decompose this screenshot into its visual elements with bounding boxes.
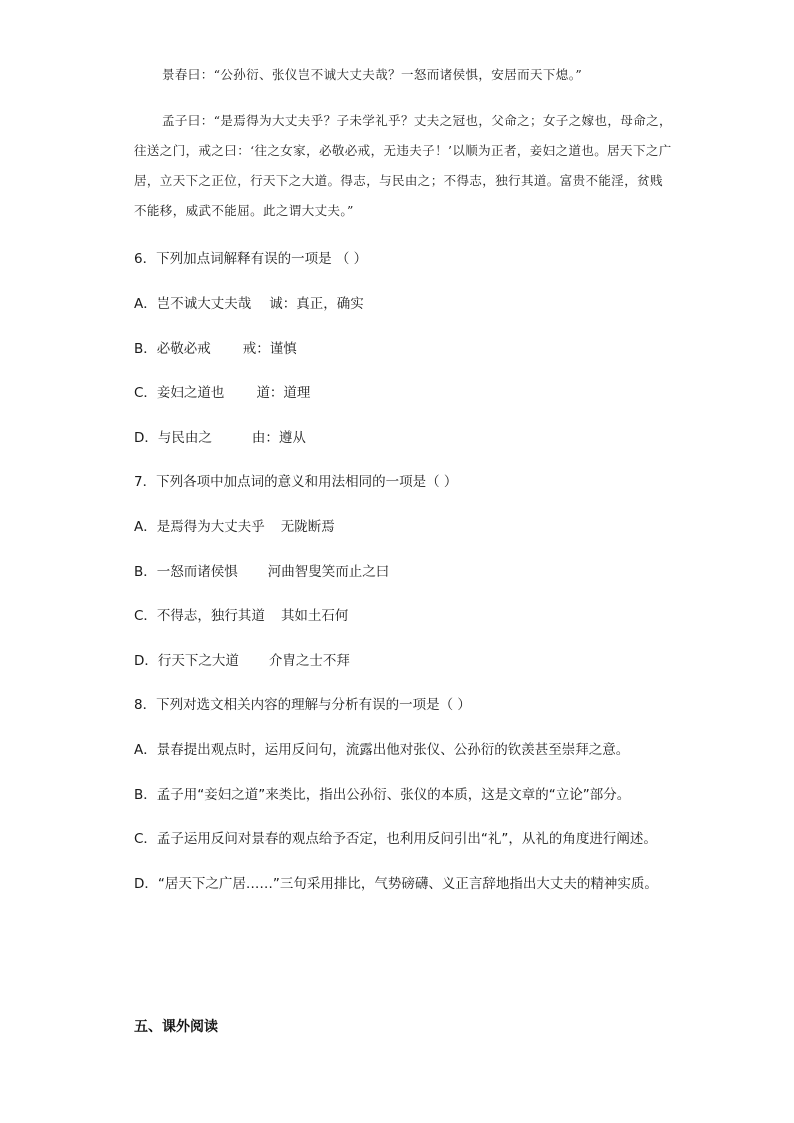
option-a-text: A．是焉得为大丈夫乎 — [134, 519, 265, 535]
section-heading: 五、课外阅读 — [134, 1019, 218, 1035]
question-8-stem: 8．下列对选文相关内容的理解与分析有误的一项是（ ） — [134, 697, 471, 713]
question-6-option-b — [134, 338, 694, 360]
question-7-option-c — [134, 605, 694, 627]
question-7-stem: 7．下列各项中加点词的意义和用法相同的一项是（ ） — [134, 474, 458, 490]
option-b-compare: 河曲智叟笑而止之曰 — [267, 564, 390, 580]
option-d-gloss: 由：遵从 — [251, 430, 306, 446]
passage-paragraph-2: 孟子曰：“是焉得为大丈夫乎？子未学礼乎？丈夫之冠也，父命之；女子之嫁也，母命之，往送之门，戒之曰：‘往之女家，必敬必戒，无违夫子！’以顺为正者，妾妇之道也。居天下之广居，立天下之正位，行天下之大道。得志，与民由之；不得志，独行其道。富贵不能淫，贫贱不能移，威武不能屈。此之谓大丈夫。” — [134, 113, 672, 218]
option-b-text: B．必敬必戒 — [134, 341, 211, 357]
question-7-option-b — [134, 561, 694, 583]
question-8-option-a: A．景春提出观点时，运用反问句，流露出他对张仪、公孙衍的钦羡甚至崇拜之意。 — [134, 742, 630, 758]
question-7-option-d — [134, 650, 694, 672]
option-b-text: B．一怒而诸侯惧 — [134, 564, 238, 580]
question-8-option-c: C．孟子运用反问对景春的观点给予否定，也利用反问引出“礼”，从礼的角度进行阐述。 — [134, 831, 657, 847]
question-8-option-d: D．“居天下之广居……”三句采用排比，气势磅礴、义正言辞地指出大丈夫的精神实质。 — [134, 876, 658, 892]
option-d-text: D．行天下之大道 — [134, 653, 239, 669]
question-6-option-c — [134, 382, 694, 404]
question-6-option-d — [134, 427, 694, 449]
option-b-gloss: 戒：谨慎 — [242, 341, 297, 357]
option-c-text: C．不得志，独行其道 — [134, 608, 265, 624]
option-a-gloss: 诚：真正，确实 — [269, 296, 364, 312]
question-6-stem: 6．下列加点词解释有误的一项是 （ ） — [134, 251, 368, 267]
option-c-text: C．妾妇之道也 — [134, 385, 225, 401]
question-7-option-a — [134, 516, 694, 538]
passage-paragraph-1: 景春曰：“公孙衍、张仪岂不诚大丈夫哉？一怒而诸侯惧，安居而天下熄。” — [162, 67, 583, 82]
question-8-option-b: B．孟子用“妾妇之道”来类比，指出公孙衍、张仪的本质，这是文章的“立论”部分。 — [134, 787, 631, 803]
question-6-option-a — [134, 293, 694, 315]
option-d-text: D．与民由之 — [134, 430, 212, 446]
option-c-compare: 其如土石何 — [280, 608, 349, 624]
option-a-text: A．岂不诚大丈夫哉 — [134, 296, 252, 312]
option-c-gloss: 道：道理 — [256, 385, 311, 401]
option-d-compare: 介胄之士不拜 — [268, 653, 350, 669]
option-a-compare: 无陇断焉 — [280, 519, 335, 535]
